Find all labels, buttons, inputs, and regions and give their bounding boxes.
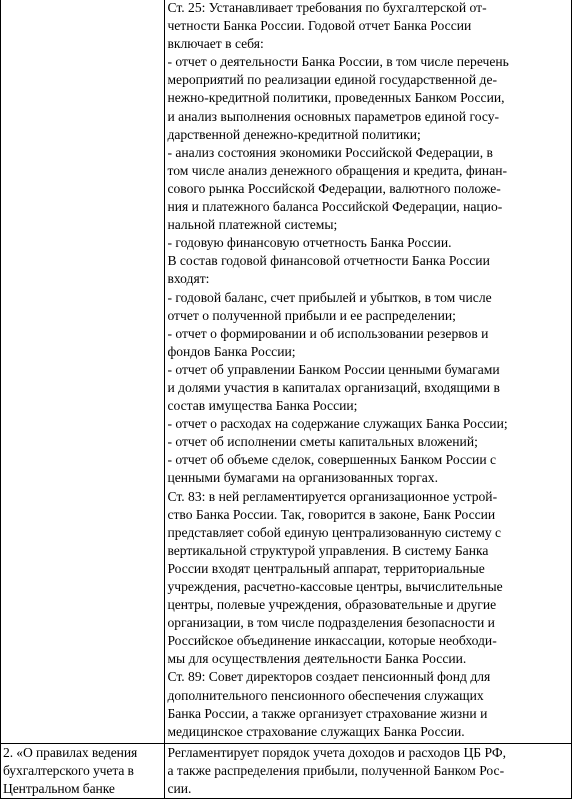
- text-line: учреждения, расчетно-кассовые центры, вычислительные: [167, 579, 503, 594]
- text-line: бухгалтерского учета в: [3, 763, 134, 779]
- text-line: 2. «О правилах ведения: [3, 745, 138, 760]
- text-line: России входят центральный аппарат, территориальные: [167, 560, 485, 576]
- text-line: фондов Банка России;: [167, 343, 296, 359]
- text-line: а также распределения прибыли, полученной Банком Рос-: [167, 763, 505, 779]
- row-1-left-cell: [1, 0, 165, 744]
- text-line: дополнительного пенсионного обеспечения служащих: [167, 687, 484, 703]
- text-line: - годовую финансовую отчетность Банка России.: [167, 235, 452, 251]
- text-line: ценными бумагами на организованных торгах.: [167, 470, 439, 486]
- text-line: сового рынка Российской Федерации, валютного положе-: [167, 180, 501, 196]
- text-line: В состав годовой финансовой отчетности Банка России: [167, 253, 490, 269]
- table-row: [1, 0, 572, 744]
- text-line: четности Банка России. Годовой отчет Банка России: [167, 18, 472, 34]
- row-2-right-cell: [165, 744, 572, 799]
- text-line: - годовой баланс, счет прибылей и убытков, в том числе: [167, 289, 492, 305]
- text-line: входят:: [167, 271, 210, 287]
- text-line: ство Банка России. Так, говорится в законе, Банк России: [167, 506, 496, 522]
- text-line: вертикальной структурой управления. В систему Банка: [167, 542, 489, 558]
- text-line: и долями участия в капиталах организаций, входящими в: [167, 379, 500, 395]
- text-line: дарственной денежно-кредитной политики;: [167, 126, 421, 142]
- text-line: том числе анализ денежного обращения и кредита, финан-: [167, 162, 508, 178]
- text-line: - отчет о расходах на содержание служащих Банка России;: [167, 416, 508, 432]
- text-line: Ст. 83: в ней регламентируется организационное устрой-: [167, 488, 498, 504]
- text-line: представляет собой единую централизованную систему с: [167, 524, 502, 540]
- text-line: - анализ состояния экономики Российской Федерации, в: [167, 144, 493, 160]
- text-line: - отчет об исполнении сметы капитальных вложений;: [167, 434, 478, 450]
- text-line: мы для осуществления деятельности Банка России.: [167, 651, 467, 667]
- text-line: - отчет о деятельности Банка России, в том числе перечень: [167, 54, 509, 70]
- text-line: и анализ выполнения основных параметров единой госу-: [167, 108, 500, 124]
- text-line: Ст. 89: Совет директоров создает пенсионный фонд для: [167, 669, 491, 685]
- text-line: центры, полевые учреждения, образовательные и другие: [167, 597, 497, 613]
- text-line: - отчет об управлении Банком России ценными бумагами: [167, 361, 500, 377]
- text-line: включает в себя:: [167, 36, 264, 52]
- text-line: ния и платежного баланса Российской Федерации, нацио-: [167, 199, 503, 215]
- text-line: - отчет об объеме сделок, совершенных Банком России с: [167, 452, 497, 468]
- text-line: отчет о полученной прибыли и ее распределении;: [167, 307, 456, 323]
- text-line: сии.: [167, 781, 192, 797]
- text-line: Российское объединение инкассации, которые необходи-: [167, 633, 497, 649]
- text-line: нежно-кредитной политики, проведенных Банком России,: [167, 90, 505, 106]
- text-line: состав имущества Банка России;: [167, 398, 358, 414]
- row-1-right-cell: [165, 0, 572, 744]
- text-line: организации, в том числе подразделения безопасности и: [167, 615, 495, 631]
- text-line: нальной платежной системы;: [167, 217, 338, 233]
- text-line: медицинское страхование служащих Банка России.: [167, 723, 465, 739]
- text-line: - отчет о формировании и об использовании резервов и: [167, 325, 489, 341]
- text-line: Центральном банке: [3, 781, 115, 797]
- table-row: [1, 744, 572, 799]
- row-2-left-cell: [1, 744, 165, 799]
- text-line: Банка России, а также организует страхование жизни и: [167, 705, 488, 721]
- text-line: Регламентирует порядок учета доходов и расходов ЦБ РФ,: [167, 745, 506, 760]
- text-line: Ст. 25: Устанавливает требования по бухгалтерской от-: [167, 0, 487, 15]
- text-line: мероприятий по реализации единой государственной де-: [167, 72, 498, 88]
